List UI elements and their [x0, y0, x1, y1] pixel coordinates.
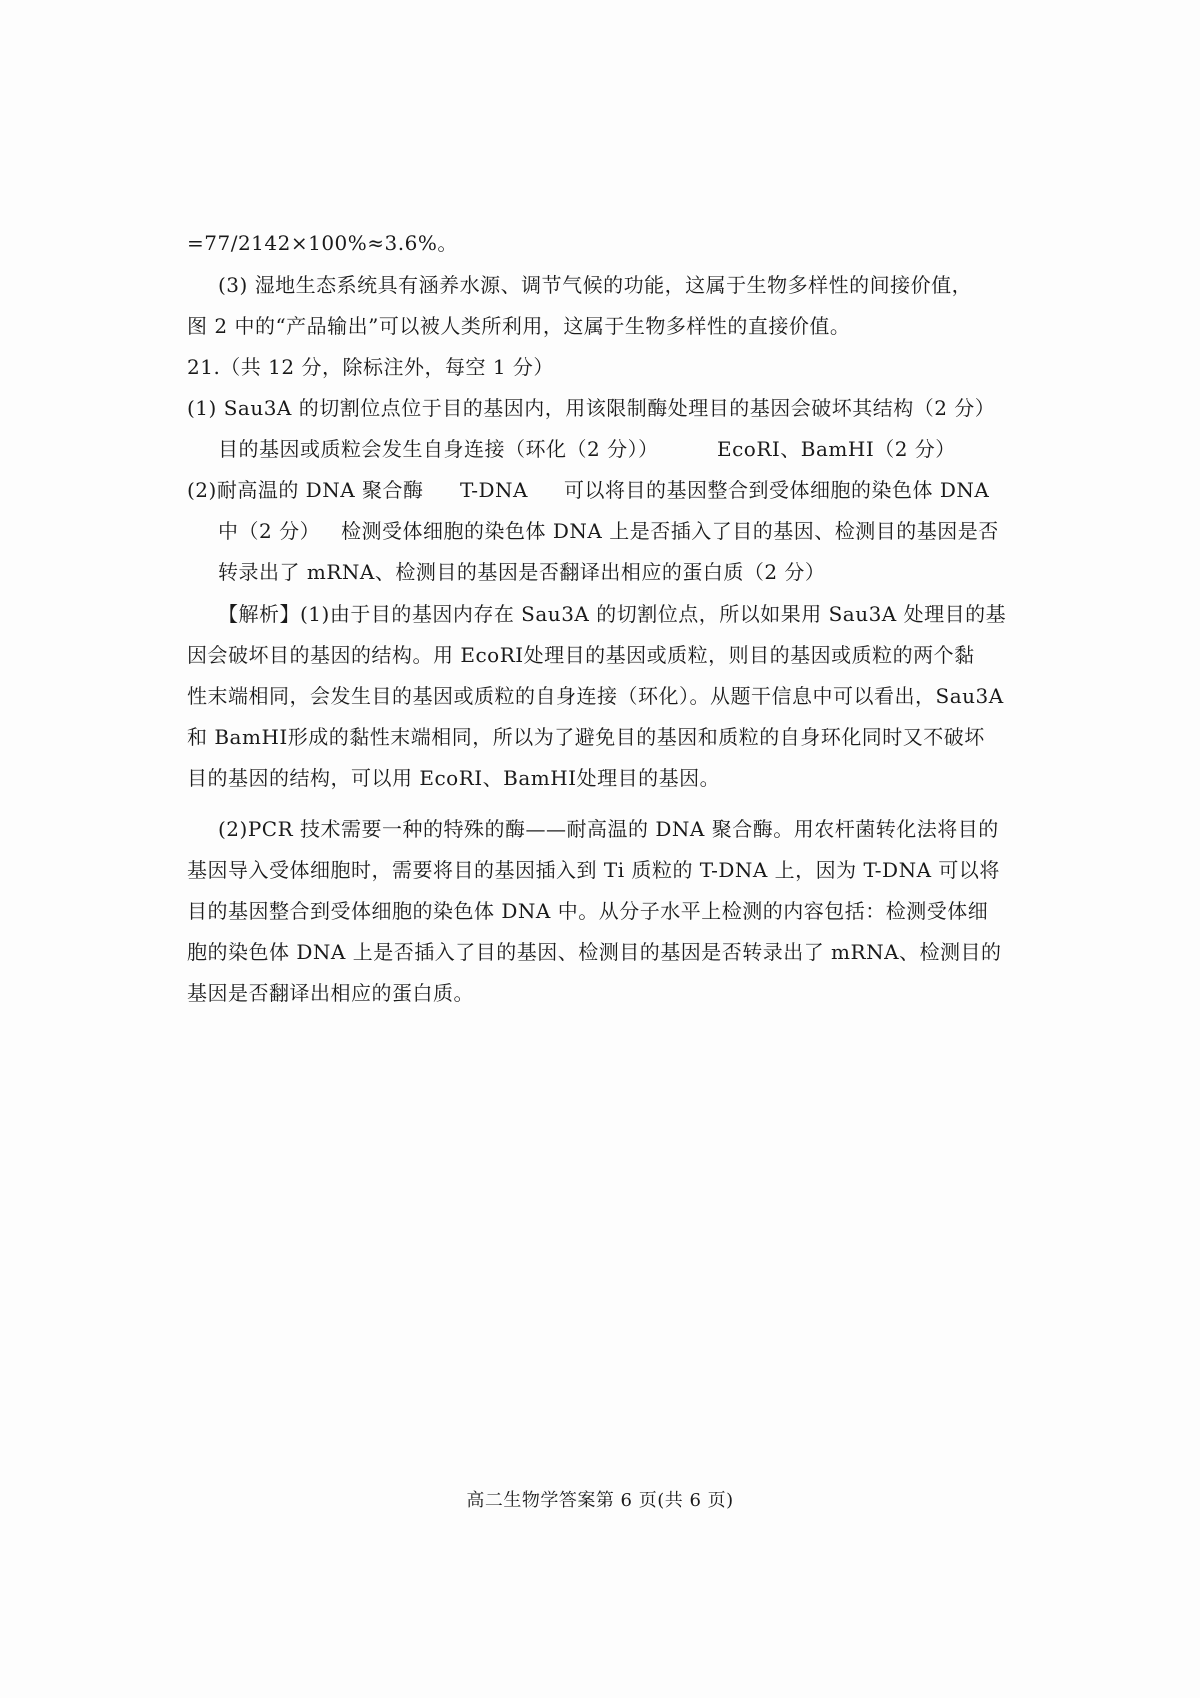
analysis-line-6: (2)PCR 技术需要一种的特殊的酶——耐高温的 DNA 聚合酶。用农杆菌转化法将目的 [218, 817, 999, 841]
answer-line-3a: (3) 湿地生态系统具有涵养水源、调节气候的功能，这属于生物多样性的间接价值， [218, 273, 973, 297]
analysis-line-8: 目的基因整合到受体细胞的染色体 DNA 中。从分子水平上检测的内容包括：检测受体细 [187, 899, 989, 923]
answer-21-2e: 检测受体细胞的染色体 DNA 上是否插入了目的基因、检测目的基因是否 [341, 519, 999, 543]
analysis-line-3: 性末端相同，会发生目的基因或质粒的自身连接（环化）。从题干信息中可以看出，Sau3A [187, 684, 1004, 708]
answer-21-2d: 中（2 分） [218, 519, 321, 543]
page-footer: 高二生物学答案第 6 页(共 6 页) [466, 1490, 734, 1511]
answer-21-2b: T-DNA [460, 478, 528, 502]
analysis-line-5: 目的基因的结构，可以用 EcoRⅠ、BamHⅠ处理目的基因。 [187, 766, 721, 790]
analysis-line-10: 基因是否翻译出相应的蛋白质。 [187, 981, 474, 1005]
answer-21-1c: EcoRⅠ、BamHⅠ（2 分） [717, 437, 956, 461]
analysis-line-4: 和 BamHⅠ形成的黏性末端相同，所以为了避免目的基因和质粒的自身环化同时又不破坏 [187, 725, 985, 749]
answer-21-2a: (2)耐高温的 DNA 聚合酶 [187, 478, 424, 502]
answer-21-2c: 可以将目的基因整合到受体细胞的染色体 DNA [564, 478, 990, 502]
answer-21-2f: 转录出了 mRNA、检测目的基因是否翻译出相应的蛋白质（2 分） [218, 560, 826, 584]
analysis-line-2: 因会破坏目的基因的结构。用 EcoRⅠ处理目的基因或质粒，则目的基因或质粒的两个黏 [187, 643, 975, 667]
analysis-line-7: 基因导入受体细胞时，需要将目的基因插入到 Ti 质粒的 T-DNA 上，因为 T-DNA 可以将 [187, 858, 1000, 882]
question-21-heading: 21.（共 12 分，除标注外，每空 1 分） [187, 355, 554, 379]
analysis-line-9: 胞的染色体 DNA 上是否插入了目的基因、检测目的基因是否转录出了 mRNA、检测目的 [187, 940, 1002, 964]
analysis-line-1: 【解析】(1)由于目的基因内存在 Sau3A 的切割位点，所以如果用 Sau3A 处理目的基 [218, 602, 1007, 626]
answer-line-3b: 图 2 中的“产品输出”可以被人类所利用，这属于生物多样性的直接价值。 [187, 314, 851, 338]
answer-21-1b: 目的基因或质粒会发生自身连接（环化（2 分）） [218, 437, 659, 461]
answer-21-1a: (1) Sau3A 的切割位点位于目的基因内，用该限制酶处理目的基因会破坏其结构（2 分） [187, 396, 996, 420]
answer-line-calc: =77/2142×100%≈3.6%。 [187, 231, 458, 255]
